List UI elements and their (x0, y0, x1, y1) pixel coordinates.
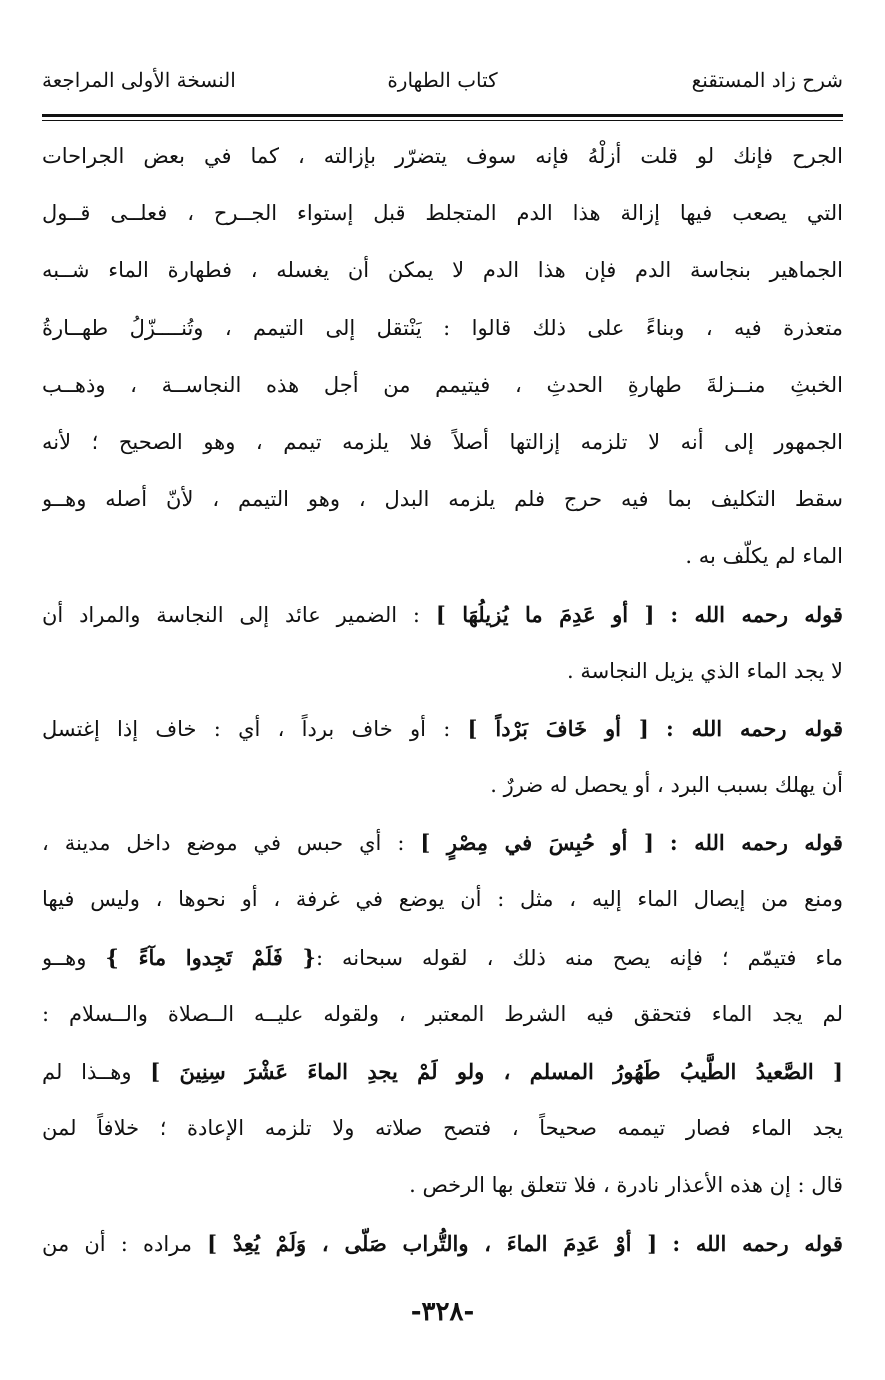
matn-quote: [ أو خَافَ بَرْداً ] (467, 715, 649, 741)
running-header (42, 68, 843, 108)
quote-lead: قوله رحمه الله : (666, 715, 843, 741)
header-rule-thin (42, 120, 843, 121)
text-line: لم يجد الماء فتحقق فيه الشرط المعتبر ، ولقوله عليــه الــصلاة والــسلام : (42, 1001, 843, 1026)
text-line: الخبثِ منــزلةَ طهارةِ الحدثِ ، فيتيمم من أجل هذه النجاســة ، وذهــب (42, 372, 843, 397)
text-line: الجرح فإنك لو قلت أزلْهُ فإنه سوف يتضرّر بإزالته ، كما في بعض الجراحات (42, 144, 843, 168)
commentary-line (42, 1215, 843, 1272)
page-number: -٣٢٨- (410, 1297, 475, 1327)
text-segment: وهــو (42, 945, 87, 970)
header-rule-thick (42, 114, 843, 117)
commentary-line (42, 586, 843, 643)
text-line: متعذرة فيه ، وبناءً على ذلك قالوا : يَنْتقل إلى التيمم ، وتُنــــزّلُ طهــارةُ (42, 315, 843, 340)
commentary-text: : الضمير عائد إلى النجاسة والمراد أن (42, 602, 420, 627)
chapter-title: كتاب الطهارة (387, 68, 498, 92)
matn-quote: [ أو حُبِسَ في مِصْرٍ ] (420, 830, 654, 856)
hadith-quote: [ الصَّعيدُ الطَّيبُ طَهُورُ المسلم ، ولو لَمْ يجدِ الماءَ عَشْرَ سِنِينَ ] (150, 1059, 843, 1084)
text-line: لا يجد الماء الذي يزيل النجاسة . (566, 658, 843, 683)
text-line (42, 929, 843, 986)
book-title: شرح زاد المستقنع (691, 68, 843, 92)
quote-lead: قوله رحمه الله : (672, 1230, 843, 1256)
commentary-text: : أي حبس في موضع داخل مدينة ، (42, 831, 405, 856)
text-line: قال : إن هذه الأعذار نادرة ، فلا تتعلق بها الرخص . (409, 1173, 843, 1198)
text-line: الجماهير بنجاسة الدم فإن هذا الدم لا يمكن أن يغسله ، فطهارة الماء شــبه (42, 258, 843, 283)
text-line: ومنع من إيصال الماء إليه ، مثل : أن يوضع في غرفة ، أو نحوها ، وليس فيها (42, 887, 843, 912)
edition-note: النسخة الأولى المراجعة (42, 68, 236, 92)
text-line (42, 1043, 843, 1100)
commentary-line (42, 814, 843, 871)
text-line: التي يصعب فيها إزالة هذا الدم المتجلط قبل إستواء الجــرح ، فعلــى قــول (42, 201, 843, 226)
quran-quote: { فَلَمْ تَجِدوا مآءً } (105, 944, 316, 970)
text-segment: ماء فتيمّم ؛ فإنه يصح منه ذلك ، لقوله سبحانه : (315, 945, 843, 970)
text-line: أن يهلك بسبب البرد ، أو يحصل له ضررٌ . (490, 773, 843, 798)
body-text (42, 128, 843, 1272)
commentary-text: مراده : أن من (42, 1231, 193, 1256)
quote-lead: قوله رحمه الله : (670, 601, 843, 627)
text-line: سقط التكليف بما فيه حرج فلم يلزمه البدل ، وهو التيمم ، لأنّ أصله وهــو (42, 487, 843, 512)
commentary-text: : أو خاف برداً ، أي : خاف إذا إغتسل (42, 716, 451, 741)
text-line: يجد الماء فصار تيممه صحيحاً ، فتصح صلاته ولا تلزمه الإعادة ؛ خلافاً لمن (42, 1116, 843, 1141)
commentary-line (42, 700, 843, 757)
matn-quote: [ أو عَدِمَ ما يُزيلُهَا ] (435, 601, 655, 627)
text-line: الماء لم يكلّف به . (685, 544, 843, 569)
matn-quote: [ أوْ عَدِمَ الماءَ ، والتُّراب صَلّى ، وَلَمْ يُعِدْ ] (207, 1230, 658, 1256)
text-line: الجمهور إلى أنه لا تلزمه إزالتها أصلاً فلا يلزمه تيمم ، وهو الصحيح ؛ لأنه (42, 429, 843, 454)
text-segment: وهــذا لم (42, 1060, 132, 1084)
quote-lead: قوله رحمه الله : (669, 830, 843, 856)
